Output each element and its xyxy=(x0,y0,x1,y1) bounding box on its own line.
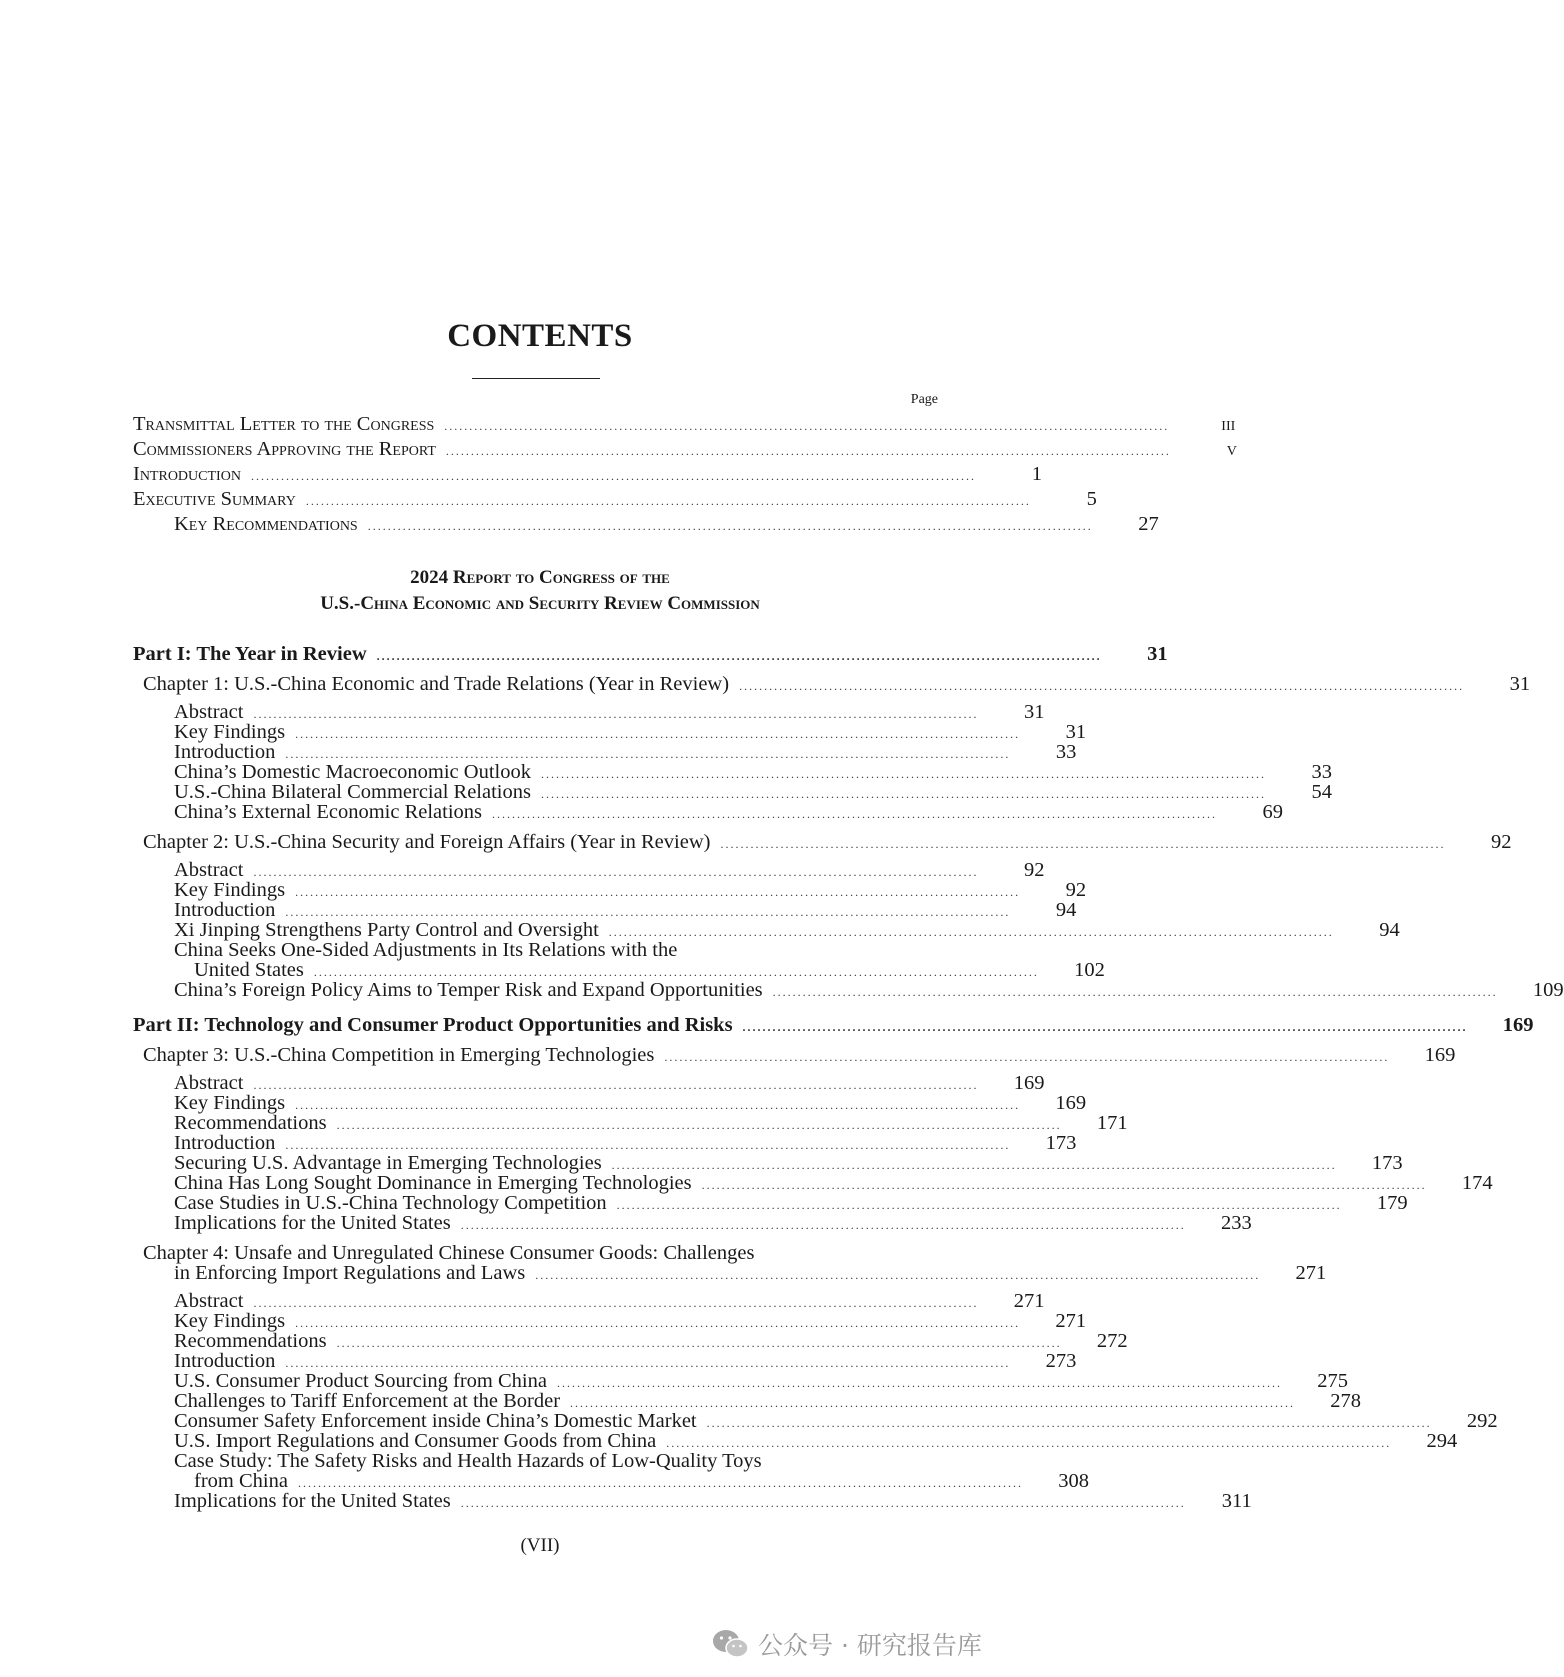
toc-ch4-implications[interactable]: Implications for the United States ................................................................................................................................................. 311 xyxy=(174,1490,1252,1512)
toc-ch1-bilateral-relations[interactable]: U.S.-China Bilateral Commercial Relations ................................................................................................................................................. 54 xyxy=(174,781,1332,803)
toc-entry-introduction[interactable]: Introduction ................................................................................................................................................. 1 xyxy=(133,463,1042,485)
toc-ch2-party-control[interactable]: Xi Jinping Strengthens Party Control and Oversight ................................................................................................................................................. 94 xyxy=(174,919,1400,941)
toc-ch4-sourcing[interactable]: U.S. Consumer Product Sourcing from China ................................................................................................................................................. 275 xyxy=(174,1370,1348,1392)
toc-ch4-tariff-enforcement[interactable]: Challenges to Tariff Enforcement at the Border ................................................................................................................................................. 278 xyxy=(174,1390,1362,1412)
toc-ch3-abstract[interactable]: Abstract ................................................................................................................................................. 169 xyxy=(174,1072,1045,1094)
toc-ch1-macro-outlook[interactable]: China’s Domestic Macroeconomic Outlook ................................................................................................................................................. 33 xyxy=(174,761,1332,783)
toc-chapter-3[interactable]: Chapter 3: U.S.-China Competition in Emerging Technologies ................................................................................................................................................. 169 xyxy=(143,1044,1456,1066)
watermark xyxy=(712,1626,982,1662)
toc-chapter-4[interactable]: in Enforcing Import Regulations and Laws ................................................................................................................................................. 271 xyxy=(174,1262,1327,1284)
toc-ch1-key-findings[interactable]: Key Findings ................................................................................................................................................. 31 xyxy=(174,721,1087,743)
report-heading-line1: 2024 Report to Congress of the xyxy=(410,567,670,588)
toc-ch2-key-findings[interactable]: Key Findings ................................................................................................................................................. 92 xyxy=(174,879,1087,901)
toc-part-1[interactable]: Part I: The Year in Review ................................................................................................................................................. 31 xyxy=(133,643,1168,665)
toc-ch3-us-advantage[interactable]: Securing U.S. Advantage in Emerging Technologies ................................................................................................................................................. 173 xyxy=(174,1152,1403,1174)
wechat-icon xyxy=(712,1628,750,1660)
page-title: CONTENTS xyxy=(447,318,633,354)
toc-entry-executive-summary[interactable]: Executive Summary ................................................................................................................................................. 5 xyxy=(133,488,1097,510)
toc-ch4-case-study[interactable]: from China ................................................................................................................................................. 308 xyxy=(194,1470,1089,1492)
toc-entry-transmittal-letter[interactable]: Transmittal Letter to the Congress ................................................................................................................................................. iii xyxy=(133,413,1236,435)
toc-ch4-abstract[interactable]: Abstract ................................................................................................................................................. 271 xyxy=(174,1290,1045,1312)
toc-ch3-recommendations[interactable]: Recommendations ................................................................................................................................................. 171 xyxy=(174,1112,1128,1134)
toc-ch4-import-regulations[interactable]: U.S. Import Regulations and Consumer Goods from China ................................................................................................................................................. 294 xyxy=(174,1430,1458,1452)
page-column-heading: Page xyxy=(910,392,938,407)
toc-entry-key-recommendations[interactable]: Key Recommendations ................................................................................................................................................. 27 xyxy=(174,513,1159,535)
toc-ch3-china-dominance[interactable]: China Has Long Sought Dominance in Emerging Technologies ................................................................................................................................................. 174 xyxy=(174,1172,1493,1194)
toc-ch4-consumer-safety[interactable]: Consumer Safety Enforcement inside China’s Domestic Market ................................................................................................................................................. 292 xyxy=(174,1410,1498,1432)
toc-ch3-key-findings[interactable]: Key Findings ................................................................................................................................................. 169 xyxy=(174,1092,1087,1114)
toc-ch2-abstract[interactable]: Abstract ................................................................................................................................................. 92 xyxy=(174,859,1045,881)
toc-ch4-introduction[interactable]: Introduction ................................................................................................................................................. 273 xyxy=(174,1350,1077,1372)
toc-ch2-introduction[interactable]: Introduction ................................................................................................................................................. 94 xyxy=(174,899,1077,921)
toc-ch2-adjustments-line1[interactable]: China Seeks One-Sided Adjustments in Its Relations with the xyxy=(174,939,678,961)
toc-ch4-key-findings[interactable]: Key Findings ................................................................................................................................................. 271 xyxy=(174,1310,1087,1332)
toc-ch1-abstract[interactable]: Abstract ................................................................................................................................................. 31 xyxy=(174,701,1045,723)
report-heading-line2: U.S.-China Economic and Security Review Commission xyxy=(320,593,760,614)
toc-ch1-introduction[interactable]: Introduction ................................................................................................................................................. 33 xyxy=(174,741,1077,763)
toc-ch2-foreign-policy[interactable]: China’s Foreign Policy Aims to Temper Risk and Expand Opportunities ................................................................................................................................................. 109 xyxy=(174,979,1564,1001)
toc-ch4-case-study-line1[interactable]: Case Study: The Safety Risks and Health Hazards of Low-Quality Toys xyxy=(174,1450,762,1472)
toc-chapter-4-line1[interactable]: Chapter 4: Unsafe and Unregulated Chinese Consumer Goods: Challenges xyxy=(143,1242,755,1264)
toc-part-2[interactable]: Part II: Technology and Consumer Product Opportunities and Risks ................................................................................................................................................. 169 xyxy=(133,1014,1534,1036)
toc-ch1-external-relations[interactable]: China’s External Economic Relations ................................................................................................................................................. 69 xyxy=(174,801,1284,823)
title-rule xyxy=(472,378,600,379)
page-folio: (VII) xyxy=(520,1535,560,1556)
toc-chapter-1[interactable]: Chapter 1: U.S.-China Economic and Trade Relations (Year in Review) ................................................................................................................................................. 31 xyxy=(143,673,1531,695)
toc-ch3-implications[interactable]: Implications for the United States ................................................................................................................................................. 233 xyxy=(174,1212,1252,1234)
toc-chapter-2[interactable]: Chapter 2: U.S.-China Security and Foreign Affairs (Year in Review) ................................................................................................................................................. 92 xyxy=(143,831,1512,853)
toc-ch2-adjustments[interactable]: United States ................................................................................................................................................. 102 xyxy=(194,959,1105,981)
toc-ch3-introduction[interactable]: Introduction ................................................................................................................................................. 173 xyxy=(174,1132,1077,1154)
toc-entry-commissioners[interactable]: Commissioners Approving the Report ................................................................................................................................................. v xyxy=(133,438,1237,460)
toc-ch3-case-studies[interactable]: Case Studies in U.S.-China Technology Competition ................................................................................................................................................. 179 xyxy=(174,1192,1408,1214)
toc-ch4-recommendations[interactable]: Recommendations ................................................................................................................................................. 272 xyxy=(174,1330,1128,1352)
watermark-text: 公众号 · 研究报告库 xyxy=(758,1631,982,1660)
